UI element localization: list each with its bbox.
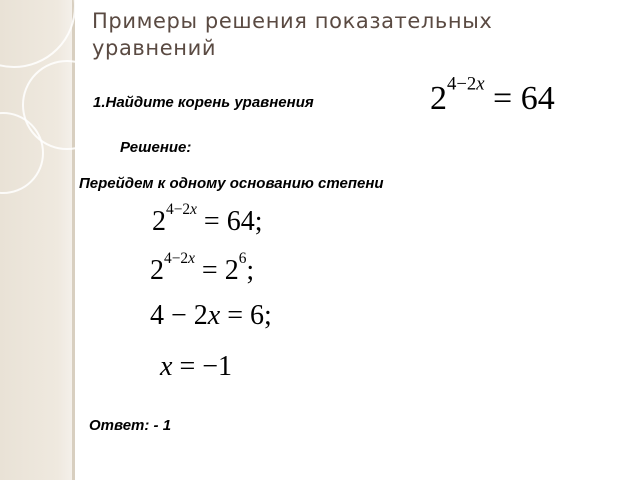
step-3-rhs: = 6; xyxy=(220,300,272,331)
step-2-rhs-end: ; xyxy=(246,255,255,286)
title-line-1: Примеры решения показательных xyxy=(92,9,493,33)
step-1-equation xyxy=(152,200,263,238)
eq-exponent xyxy=(447,73,485,94)
step-3-lhs: 4 − 2 xyxy=(150,300,208,331)
title-line-2: уравнений xyxy=(92,36,217,60)
slide-title xyxy=(92,8,492,62)
answer-text: Ответ: - 1 xyxy=(89,417,172,434)
step-1-exponent-var: x xyxy=(190,200,197,218)
step-1-base: 2 xyxy=(152,206,166,237)
step-2-rhs-exponent: 6 xyxy=(238,249,247,267)
step-2-exponent xyxy=(164,250,195,267)
step-2-base: 2 xyxy=(150,255,164,286)
step-3-var: x xyxy=(207,300,221,331)
step-4-rhs: = −1 xyxy=(172,351,233,382)
step-1-exponent-num: 4−2 xyxy=(166,200,191,218)
step-1-exponent xyxy=(166,201,197,218)
step-3-equation xyxy=(150,300,272,332)
step-4-equation xyxy=(160,351,232,383)
eq-exponent-var: x xyxy=(476,73,485,95)
solution-label: Решение: xyxy=(120,139,192,156)
step-2-exponent-num: 4−2 xyxy=(164,249,189,267)
eq-base: 2 xyxy=(430,80,447,117)
step-2-rhs-base: = 2 xyxy=(201,255,239,286)
step-instruction: Перейдем к одному основанию степени xyxy=(79,175,384,192)
task-equation xyxy=(430,73,555,118)
step-2-equation xyxy=(150,249,255,287)
eq-exponent-num: 4−2 xyxy=(447,73,477,95)
step-1-rhs: = 64; xyxy=(203,206,263,237)
step-4-var: x xyxy=(160,351,173,382)
eq-rhs: = 64 xyxy=(493,80,555,117)
step-2-exponent-var: x xyxy=(188,249,195,267)
task-statement: 1.Найдите корень уравнения xyxy=(93,94,314,111)
